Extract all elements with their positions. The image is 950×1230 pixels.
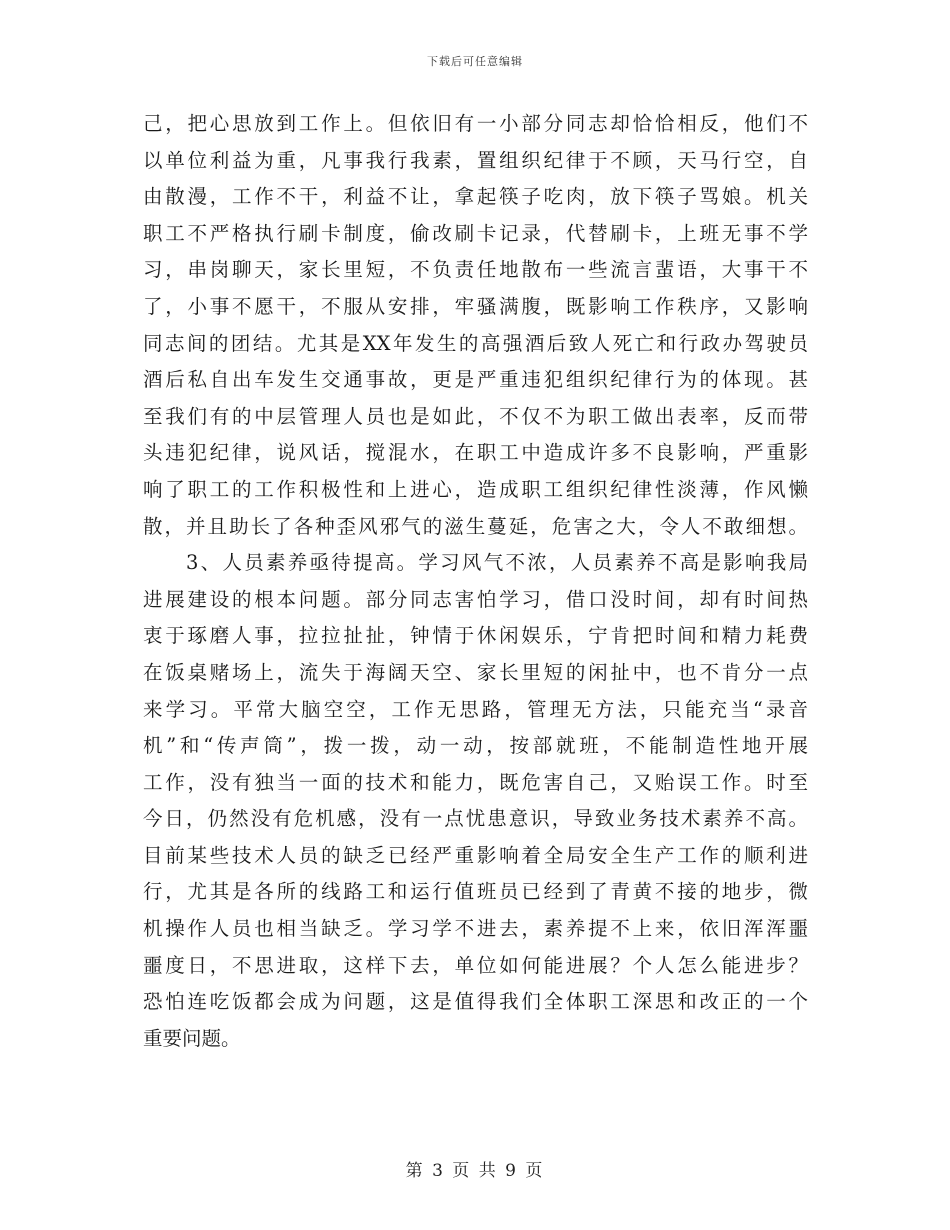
text-line: 了，小事不愿干，不服从安排，牢骚满腹，既影响工作秩序，又影响 [143,294,808,318]
text-line: 以单位利益为重，凡事我行我素，置组织纪律于不顾，天马行空，自 [143,148,808,172]
text-line: 噩度日，不思进取，这样下去，单位如何能进展？个人怎么能进步？ [143,953,808,977]
text-line: 来学习。平常大脑空空，工作无思路，管理无方法，只能充当“录音 [143,697,808,721]
text-line: 己，把心思放到工作上。但依旧有一小部分同志却恰恰相反，他们不 [143,112,808,135]
text-line: 进展建设的根本问题。部分同志害怕学习，借口没时间，却有时间热 [143,587,808,611]
page-header-note: 下载后可任意编辑 [427,55,523,68]
text-line: 散，并且助长了各种歪风邪气的滋生蔓延，危害之大，令人不敢细想。 [143,514,808,538]
text-line: 工作，没有独当一面的技术和能力，既危害自己，又贻误工作。时至 [143,770,808,794]
text-line: 行，尤其是各所的线路工和运行值班员已经到了青黄不接的地步，微 [143,880,808,904]
text-line: 同志间的团结。尤其是XX年发生的高强酒后致人死亡和行政办驾驶员 [143,331,808,355]
text-line: 在饭桌赌场上，流失于海阔天空、家长里短的闲扯中，也不肯分一点 [143,660,808,684]
text-line: 头违犯纪律，说风话，搅混水，在职工中造成许多不良影响，严重影 [143,441,808,465]
text-line: 酒后私自出车发生交通事故，更是严重违犯组织纪律行为的体现。甚 [143,368,808,392]
text-line: 恐怕连吃饭都会成为问题，这是值得我们全体职工深思和改正的一个 [143,990,808,1014]
text-line: 至我们有的中层管理人员也是如此，不仅不为职工做出表率，反而带 [143,404,808,428]
text-line: 响了职工的工作积极性和上进心，造成职工组织纪律性淡薄，作风懒 [143,477,808,501]
text-line: 机”和“传声筒”，拨一拨，动一动，按部就班，不能制造性地开展 [143,734,808,758]
paragraph-last-line: 重要问题。 [143,1026,241,1050]
text-line: 习，串岗聊天，家长里短，不负责任地散布一些流言蜚语，大事干不 [143,258,808,282]
document-body [143,106,808,1057]
text-line: 机操作人员也相当缺乏。学习学不进去，素养提不上来，依旧浑浑噩 [143,917,808,941]
text-line: 由散漫，工作不干，利益不让，拿起筷子吃肉，放下筷子骂娘。机关 [143,185,808,209]
text-line: 今日，仍然没有危机感，没有一点忧患意识，导致业务技术素养不高。 [143,807,808,831]
text-line: 职工不严格执行刷卡制度，偷改刷卡记录，代替刷卡，上班无事不学 [143,221,808,245]
paragraph-first-line: 3、人员素养亟待提高。学习风气不浓，人员素养不高是影响我局 [186,551,808,575]
text-line: 目前某些技术人员的缺乏已经严重影响着全局安全生产工作的顺利进 [143,843,808,867]
text-line: 衷于琢磨人事，拉拉扯扯，钟情于休闲娱乐，宁肯把时间和精力耗费 [143,624,808,648]
page-number-footer: 第 3 页 共 9 页 [405,1161,545,1181]
